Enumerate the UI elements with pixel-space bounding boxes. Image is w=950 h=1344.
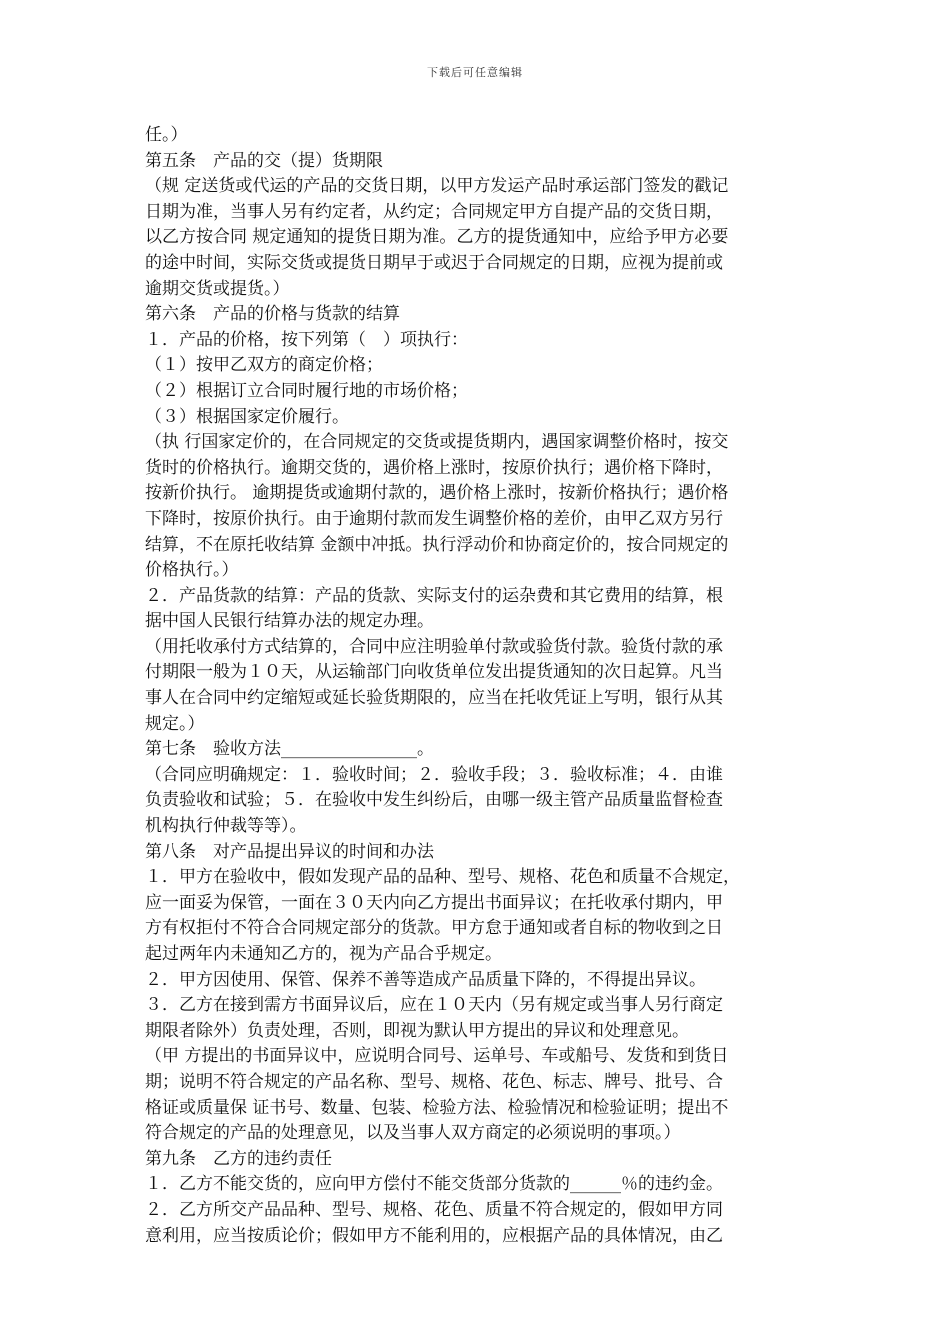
text-line: （甲 方提出的书面异议中，应说明合同号、运单号、车或船号、发货和到货日: [145, 1046, 729, 1067]
text-line: 起过两年内未通知乙方的，视为产品合乎规定。: [145, 944, 502, 964]
text-line: （２）根据订立合同时履行地的市场价格；: [145, 380, 468, 401]
section-heading-article-6: 第六条 产品的价格与货款的结算: [145, 304, 400, 325]
text-line: 据中国人民银行结算办法的规定办理。: [145, 611, 434, 632]
text-line: １．甲方在验收中，假如发现产品的品种、型号、规格、花色和质量不合规定，: [145, 867, 740, 888]
text-line: １．产品的价格，按下列第（ ）项执行：: [145, 329, 468, 350]
text-line: 下降时，按原价执行。由于逾期付款而发生调整价格的差价，由甲乙双方另行: [145, 508, 723, 529]
text-line: １．乙方不能交货的，应向甲方偿付不能交货部分货款的______％的违约金。: [145, 1174, 723, 1195]
text-line: 价格执行。）: [145, 560, 239, 581]
text-line: 方有权拒付不符合合同规定部分的货款。甲方怠于通知或者自标的物收到之日: [145, 918, 723, 939]
section-heading-article-8: 第八条 对产品提出异议的时间和办法: [145, 841, 434, 862]
text-line: 逾期交货或提货。）: [145, 278, 290, 299]
text-line: 按新价执行。 逾期提货或逾期付款的，遇价格上涨时，按新价格执行；遇价格: [145, 483, 729, 504]
text-line: 货时的价格执行。逾期交货的，遇价格上涨时，按原价执行；遇价格下降时，: [145, 457, 723, 478]
text-line: ２．产品货款的结算：产品的货款、实际支付的运杂费和其它费用的结算，根: [145, 585, 723, 606]
text-line: 结算，不在原托收结算 金额中冲抵。执行浮动价和协商定价的，按合同规定的: [145, 534, 729, 555]
text-line: （执 行国家定价的，在合同规定的交货或提货期内，遇国家调整价格时，按交: [145, 432, 729, 453]
section-heading-article-9: 第九条 乙方的违约责任: [145, 1148, 332, 1169]
text-line: 符合规定的产品的处理意见，以及当事人双方商定的必须说明的事项。）: [145, 1123, 681, 1144]
text-line: 意利用，应当按质论价；假如甲方不能利用的，应根据产品的具体情况，由乙: [145, 1225, 723, 1246]
text-line: 负责验收和试验；５．在验收中发生纠纷后，由哪一级主管产品质量监督检查: [145, 790, 723, 811]
section-heading-article-5: 第五条 产品的交（提）货期限: [145, 150, 383, 171]
text-line: 的途中时间，实际交货或提货日期早于或迟于合同规定的日期，应视为提前或: [145, 252, 723, 273]
text-line: ２．乙方所交产品品种、型号、规格、花色、质量不符合规定的，假如甲方同: [145, 1199, 723, 1220]
text-line: （合同应明确规定：１．验收时间；２．验收手段；３．验收标准；４．由谁: [145, 764, 723, 785]
text-line: 期限者除外）负责处理，否则，即视为默认甲方提出的异议和处理意见。: [145, 1020, 689, 1041]
text-line: （１）按甲乙双方的商定价格；: [145, 355, 383, 376]
text-line: 任。）: [145, 125, 188, 145]
text-line: 机构执行仲裁等等）。: [145, 816, 307, 837]
text-line: 事人在合同中约定缩短或延长验货期限的，应当在托收凭证上写明，银行从其: [145, 688, 723, 709]
text-line: 以乙方按合同 规定通知的提货日期为准。乙方的提货通知中，应给予甲方必要: [145, 227, 729, 248]
text-line: 期；说明不符合规定的产品名称、型号、规格、花色、标志、牌号、批号、合: [145, 1071, 723, 1092]
text-line: ３．乙方在接到需方书面异议后，应在１０天内（另有规定或当事人另行商定: [145, 995, 723, 1016]
text-line: ２．甲方因使用、保管、保养不善等造成产品质量下降的，不得提出异议。: [145, 969, 706, 990]
text-line: 格证或质量保 证书号、数量、包装、检验方法、检验情况和检验证明；提出不: [145, 1097, 729, 1118]
text-line: （规 定送货或代运的产品的交货日期，以甲方发运产品时承运部门签发的戳记: [145, 176, 729, 197]
page-header: 下载后可任意编辑: [427, 66, 523, 79]
text-line: 日期为准，当事人另有约定者，从约定；合同规定甲方自提产品的交货日期，: [145, 201, 723, 222]
text-line: 规定。）: [145, 713, 205, 734]
text-line: 应一面妥为保管，一面在３０天内向乙方提出书面异议；在托收承付期内，甲: [145, 892, 723, 913]
text-line: （用托收承付方式结算的，合同中应注明验单付款或验货付款。验货付款的承: [145, 636, 723, 657]
text-line: 付期限一般为１０天，从运输部门向收货单位发出提货通知的次日起算。凡当: [145, 662, 723, 683]
document-body: [145, 123, 815, 1249]
section-heading-article-7: 第七条 验收方法________________。: [145, 739, 434, 760]
text-line: （３）根据国家定价履行。: [145, 406, 349, 427]
